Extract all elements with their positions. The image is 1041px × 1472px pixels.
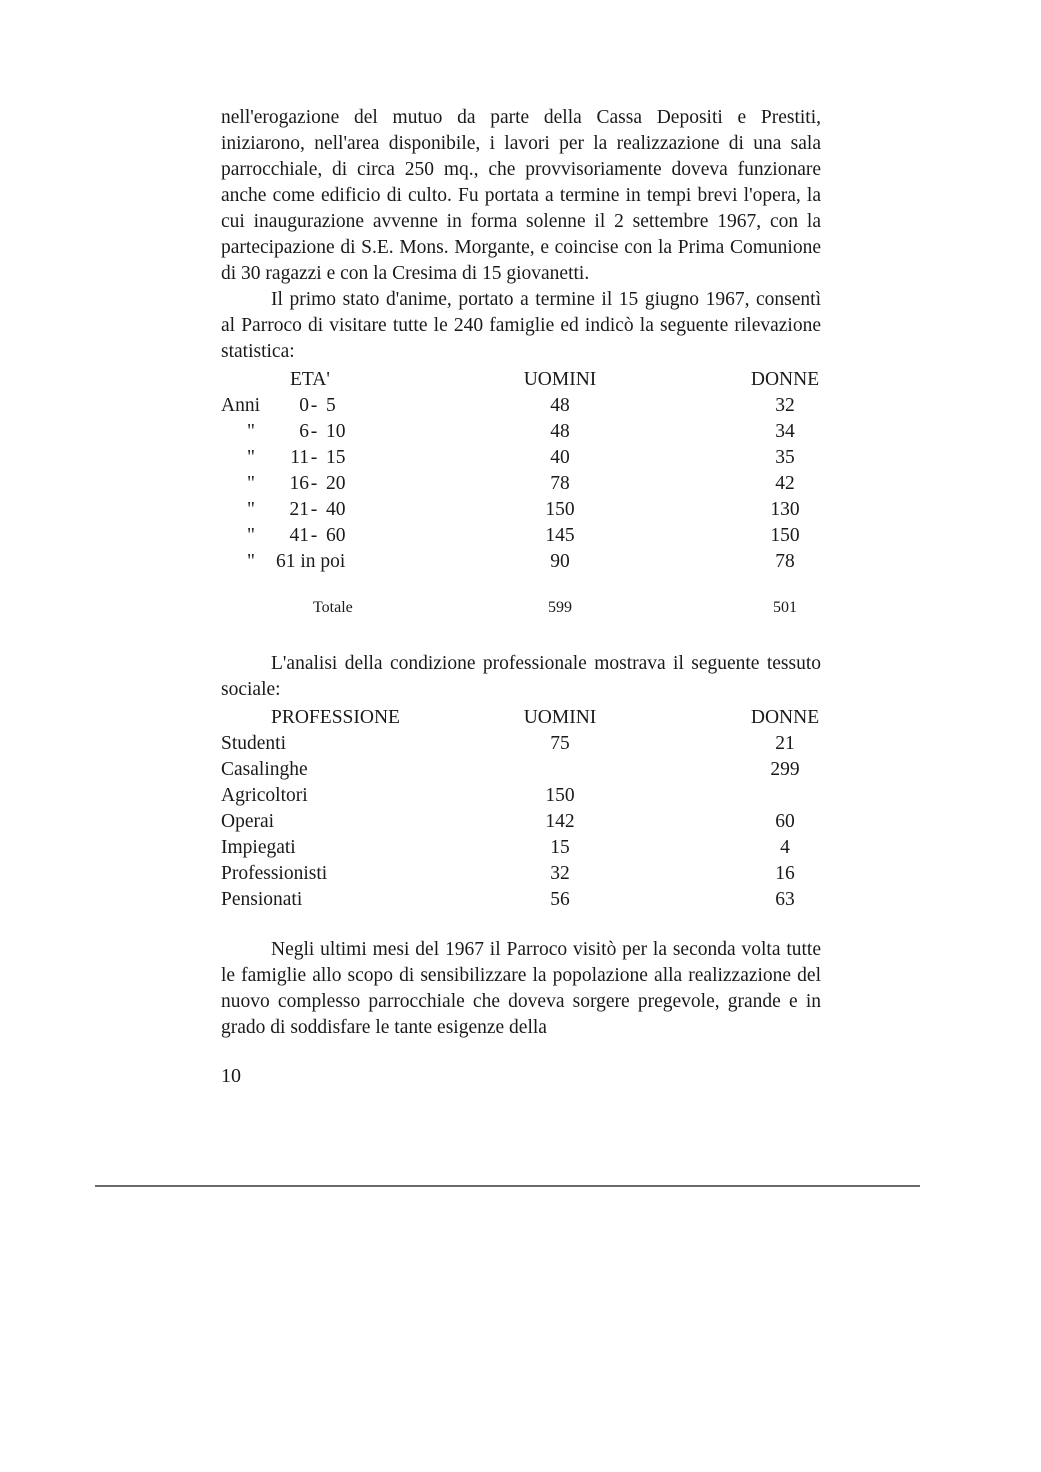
- table-row: [0, 731, 1041, 757]
- table-row: [0, 497, 1041, 523]
- table-row: [0, 783, 1041, 809]
- men-count: 48: [550, 421, 570, 442]
- age-from: 21: [289, 499, 309, 520]
- age-to: 40: [326, 499, 346, 520]
- women-count: 34: [775, 421, 795, 442]
- age-from: 6: [299, 421, 309, 442]
- women-count: 150: [770, 525, 800, 546]
- men-count: 150: [545, 785, 575, 806]
- age-dash: -: [310, 499, 318, 520]
- women-count: 63: [775, 889, 795, 910]
- profession-label: Agricoltori: [221, 785, 308, 806]
- ditto-mark: ": [247, 499, 255, 520]
- women-count: 4: [780, 837, 790, 858]
- table-row: [0, 887, 1041, 913]
- age-from: 0: [299, 395, 309, 416]
- age-dash: -: [310, 395, 318, 416]
- age-from: 41: [289, 525, 309, 546]
- profession-label: Impiegati: [221, 837, 296, 858]
- table-row: [0, 835, 1041, 861]
- women-count: 32: [775, 395, 795, 416]
- ditto-mark: ": [247, 447, 255, 468]
- men-count: 40: [550, 447, 570, 468]
- table-row: [0, 523, 1041, 549]
- age-prefix: Anni: [221, 395, 260, 416]
- table-row: [0, 419, 1041, 445]
- women-column-header: DONNE: [750, 369, 820, 390]
- total-label: Totale: [313, 599, 353, 616]
- age-column-header: ETA': [290, 369, 330, 390]
- age-to: 10: [326, 421, 346, 442]
- women-count: 299: [770, 759, 800, 780]
- age-dash: -: [310, 421, 318, 442]
- men-count: 142: [545, 811, 575, 832]
- men-count: 32: [550, 863, 570, 884]
- table-row: [0, 809, 1041, 835]
- ditto-mark: ": [247, 473, 255, 494]
- women-count: 21: [775, 733, 795, 754]
- page-number: 10: [221, 1065, 241, 1087]
- ditto-mark: ": [247, 551, 255, 572]
- age-to: 60: [326, 525, 346, 546]
- women-count: 60: [775, 811, 795, 832]
- profession-label: Professionisti: [221, 863, 328, 884]
- age-to: 15: [326, 447, 346, 468]
- men-column-header: UOMINI: [523, 369, 597, 390]
- men-count: 48: [550, 395, 570, 416]
- paragraph-3: L'analisi della condizione professionale mostrava il seguente tessuto sociale:: [221, 653, 821, 700]
- age-dash: -: [310, 525, 318, 546]
- profession-label: Studenti: [221, 733, 287, 754]
- men-total: 599: [548, 599, 572, 616]
- paragraph-1: nell'erogazione del mutuo da parte della Cassa Depositi e Prestiti, iniziarono, nell'area disponibile, i lavori per la realizzazione di una sala parrocchiale, di circa 250 mq., che provvisoriamente doveva funzionare anche come edificio di culto. Fu portata a termine in tempi brevi l'opera, la cui inaugurazione avvenne in forma solenne il 2 settembre 1967, con la partecipazione di S.E. Mons. Morgante, e coincise con la Prima Comunione di 30 ragazzi e con la Cresima di 15 giovanetti.: [221, 107, 821, 284]
- age-table-total-row: [0, 599, 1041, 625]
- profession-label: Casalinghe: [221, 759, 308, 780]
- age-dash: -: [310, 447, 318, 468]
- age-dash: -: [310, 473, 318, 494]
- women-count: 35: [775, 447, 795, 468]
- men-count: 15: [550, 837, 570, 858]
- table-row: [0, 445, 1041, 471]
- women-total: 501: [773, 599, 797, 616]
- women-count: 42: [775, 473, 795, 494]
- age-table-header: [0, 367, 1041, 393]
- men-count: 78: [550, 473, 570, 494]
- age-to: 20: [326, 473, 346, 494]
- table-row: [0, 471, 1041, 497]
- men-column-header: UOMINI: [523, 707, 597, 728]
- age-from: 11: [290, 447, 309, 468]
- women-count: 130: [770, 499, 800, 520]
- age-to: 5: [326, 395, 336, 416]
- profession-column-header: PROFESSIONE: [271, 707, 400, 728]
- age-range: 61 in poi: [276, 551, 346, 572]
- table-row: [0, 861, 1041, 887]
- profession-statistics-table: [0, 705, 1041, 913]
- men-count: 56: [550, 889, 570, 910]
- age-from: 16: [289, 473, 309, 494]
- women-column-header: DONNE: [750, 707, 820, 728]
- paragraph-4: Negli ultimi mesi del 1967 il Parroco visitò per la seconda volta tutte le famiglie allo scopo di sensibilizzare la popolazione alla realizzazione del nuovo complesso parrocchiale che doveva sorgere pregevole, grande e in grado di soddisfare le tante esigenze della: [221, 939, 821, 1038]
- men-count: 75: [550, 733, 570, 754]
- women-count: 78: [775, 551, 795, 572]
- table-row: [0, 393, 1041, 419]
- men-count: 145: [545, 525, 575, 546]
- profession-table-header: [0, 705, 1041, 731]
- table-row: [0, 549, 1041, 575]
- ditto-mark: ": [247, 525, 255, 546]
- profession-label: Pensionati: [221, 889, 303, 910]
- paragraph-2: Il primo stato d'anime, portato a termine il 15 giugno 1967, consentì al Parroco di visitare tutte le 240 famiglie ed indicò la seguente rilevazione statistica:: [221, 289, 821, 362]
- profession-label: Operai: [221, 811, 275, 832]
- table-row: [0, 757, 1041, 783]
- women-count: 16: [775, 863, 795, 884]
- ditto-mark: ": [247, 421, 255, 442]
- age-statistics-table: [0, 367, 1041, 575]
- men-count: 90: [550, 551, 570, 572]
- men-count: 150: [545, 499, 575, 520]
- page-edge-divider: [95, 1185, 920, 1187]
